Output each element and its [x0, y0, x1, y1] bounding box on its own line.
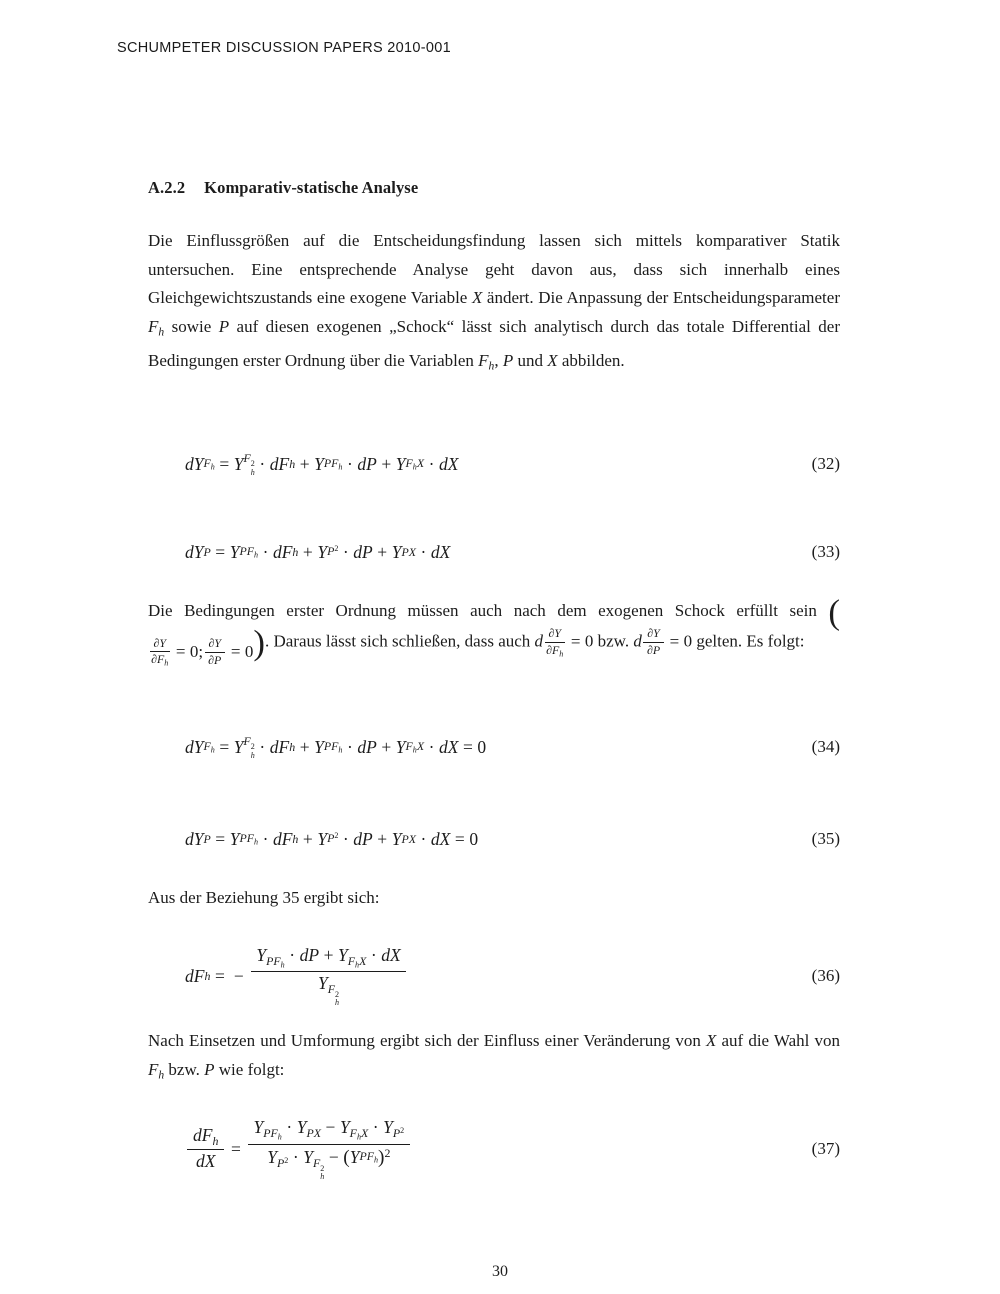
equation-number: (32)	[811, 454, 840, 473]
equation-body: dY P = Y $PF_h$ · dF h + Y $P^2$ · dP + Y PX · dX = 0	[185, 828, 479, 849]
equation-33	[148, 535, 840, 569]
equation-number: (33)	[811, 542, 840, 561]
equation-32	[148, 447, 840, 481]
equation-body: $\frac{dF_h}{dX}$ = $Y_{PF_h} \cdot Y_{PX} - Y_{F_hX} \cdot Y_{P^2}$ $Y_{P^2} \cdot Y_{F 2 h}$ − ( Y $PF_h$ )$^2$	[148, 1117, 412, 1181]
equation-body: dF h = − $Y_{PF_h}$ · dP + $Y_{F_hX}$ · dX $Y_{F 2 h}$	[148, 945, 409, 1008]
section-number: A.2.2	[148, 178, 186, 197]
section-heading	[148, 178, 418, 198]
equation-body: dY $F_h$ = Y F 2 h · dF h + Y $PF_h$ · dP + Y $F_hX$ · dX = 0	[185, 734, 487, 760]
equation-35	[148, 822, 840, 856]
paragraph-result: Nach Einsetzen und Umformung ergibt sich der Einfluss einer Veränderung von X auf die Wahl von $F_h$ bzw. P wie folgt:	[148, 1031, 840, 1082]
equation-37	[148, 1112, 840, 1186]
equation-number: (37)	[811, 1139, 840, 1158]
equation-number: (35)	[811, 829, 840, 848]
equation-body: dY P = Y $PF_h$ · dF h + Y $P^2$ · dP + Y PX · dX	[185, 541, 451, 562]
paragraph-intro: Die Einflussgrößen auf die Entscheidungsfindung lassen sich mittels komparativer Statik untersuchen. Eine entsprechende Analyse geht davon aus, dass sich innerhalb eines Gleichgewichtszustands eine exogene Variable X ändert. Die Anpassung der Entscheidungsparameter $F_h$ sowie P auf diesen exogenen „Schock“ lässt sich analytisch durch das totale Differential der Bedingungen erster Ordnung über die Variablen $F_h$, P und X abbilden.	[148, 231, 840, 373]
equation-36	[148, 941, 840, 1011]
page-number: 30	[492, 1263, 508, 1280]
paragraph-relation: Aus der Beziehung 35 ergibt sich:	[148, 888, 380, 907]
equation-number: (36)	[811, 966, 840, 985]
running-header: SCHUMPETER DISCUSSION PAPERS 2010-001	[117, 40, 451, 56]
equation-number: (34)	[811, 737, 840, 756]
equation-body: dY $F_h$ = Y F 2 h · dF h + Y $PF_h$ · dP + Y $F_hX$ · dX	[185, 451, 459, 477]
section-title: Komparativ-statische Analyse	[204, 178, 419, 197]
equation-34	[148, 730, 840, 764]
paragraph-conditions: Die Bedingungen erster Ordnung müssen auch nach dem exogenen Schock erfüllt sein ( $\frac{\partial Y}{\partial F_h}$ = 0; $\frac{\partial Y}{\partial P}$ = 0 ). Daraus lässt sich schließen, dass auch d $\frac{\partial Y}{\partial F_h}$ = 0 bzw. d $\frac{\partial Y}{\partial P}$ = 0 gelten. Es folgt:	[148, 592, 840, 668]
